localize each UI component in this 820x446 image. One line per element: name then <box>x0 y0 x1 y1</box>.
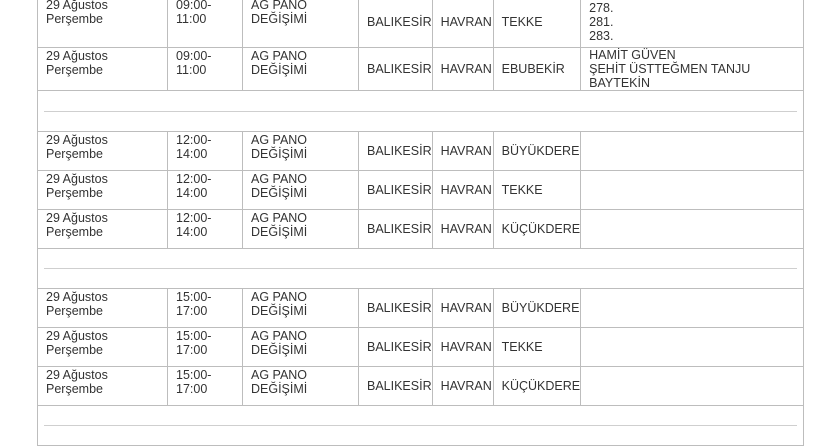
district-cell: HAVRAN <box>432 48 493 91</box>
outage-table-body <box>38 0 804 446</box>
neighborhood-cell: BÜYÜKDERE <box>493 132 581 171</box>
work-cell <box>243 289 359 328</box>
time-text: 15:00- <box>176 329 212 343</box>
time-text: 17:00 <box>176 382 208 396</box>
table-row <box>38 367 804 406</box>
work-cell <box>243 328 359 367</box>
work-type-text: DEĞİŞİMİ <box>251 147 308 161</box>
district-cell: HAVRAN <box>432 0 493 48</box>
district-cell: HAVRAN <box>432 289 493 328</box>
separator-line <box>44 268 797 269</box>
date-text: 29 Ağustos <box>46 172 108 186</box>
street-text: 281. <box>589 15 614 29</box>
time-text: 11:00 <box>176 12 207 26</box>
city-cell: BALIKESİR <box>359 328 433 367</box>
city-cell: BALIKESİR <box>359 289 433 328</box>
date-cell <box>38 0 168 48</box>
city-cell: BALIKESİR <box>359 0 433 48</box>
streets-cell <box>581 48 804 91</box>
neighborhood-cell: EBUBEKİR <box>493 48 581 91</box>
district-cell: HAVRAN <box>432 171 493 210</box>
date-text: Perşembe <box>46 382 103 396</box>
time-cell <box>168 367 243 406</box>
table-row <box>38 0 804 48</box>
neighborhood-cell: TEKKE <box>493 0 581 48</box>
time-cell <box>168 328 243 367</box>
city-cell: BALIKESİR <box>359 48 433 91</box>
district-cell: HAVRAN <box>432 328 493 367</box>
neighborhood-cell: KÜÇÜKDERE <box>493 210 581 249</box>
time-cell <box>168 210 243 249</box>
work-cell <box>243 171 359 210</box>
time-text: 14:00 <box>176 147 208 161</box>
group-separator-cell <box>38 249 804 289</box>
city-cell: BALIKESİR <box>359 132 433 171</box>
time-cell <box>168 0 243 48</box>
work-type-text: AG PANO <box>251 133 308 147</box>
date-cell <box>38 132 168 171</box>
streets-cell <box>581 289 804 328</box>
street-text: HAMİT GÜVEN <box>589 48 676 62</box>
table-row <box>38 132 804 171</box>
work-type-text: AG PANO <box>251 290 308 304</box>
time-cell <box>168 171 243 210</box>
date-cell <box>38 289 168 328</box>
date-cell <box>38 328 168 367</box>
work-cell <box>243 210 359 249</box>
streets-cell <box>581 210 804 249</box>
work-type-text: DEĞİŞİMİ <box>251 304 308 318</box>
streets-cell <box>581 132 804 171</box>
table-row <box>38 289 804 328</box>
work-cell <box>243 367 359 406</box>
separator-line <box>44 425 797 426</box>
date-text: 29 Ağustos <box>46 49 108 63</box>
neighborhood-cell: KÜÇÜKDERE <box>493 367 581 406</box>
work-type-text: AG PANO <box>251 0 308 12</box>
date-text: 29 Ağustos <box>46 211 108 225</box>
time-cell <box>168 132 243 171</box>
district-cell: HAVRAN <box>432 367 493 406</box>
city-cell: BALIKESİR <box>359 171 433 210</box>
date-text: Perşembe <box>46 304 103 318</box>
work-cell <box>243 132 359 171</box>
street-text: 283. <box>589 29 614 43</box>
date-cell <box>38 210 168 249</box>
date-text: 29 Ağustos <box>46 133 108 147</box>
district-cell: HAVRAN <box>432 210 493 249</box>
time-text: 15:00- <box>176 290 212 304</box>
date-text: Perşembe <box>46 12 103 26</box>
city-cell: BALIKESİR <box>359 210 433 249</box>
work-type-text: AG PANO <box>251 368 308 382</box>
time-text: 17:00 <box>176 304 208 318</box>
time-cell <box>168 48 243 91</box>
time-text: 09:00- <box>176 0 212 12</box>
table-row <box>38 328 804 367</box>
group-separator-row <box>38 249 804 289</box>
work-type-text: DEĞİŞİMİ <box>251 382 308 396</box>
date-text: 29 Ağustos <box>46 290 108 304</box>
time-text: 14:00 <box>176 186 208 200</box>
time-text: 14:00 <box>176 225 208 239</box>
work-type-text: AG PANO <box>251 49 308 63</box>
work-type-text: AG PANO <box>251 172 308 186</box>
work-type-text: DEĞİŞİMİ <box>251 12 308 26</box>
date-cell <box>38 367 168 406</box>
city-cell: BALIKESİR <box>359 367 433 406</box>
streets-cell <box>581 171 804 210</box>
work-cell <box>243 48 359 91</box>
neighborhood-cell: TEKKE <box>493 171 581 210</box>
date-text: 29 Ağustos <box>46 0 108 12</box>
time-text: 17:00 <box>176 343 208 357</box>
work-type-text: DEĞİŞİMİ <box>251 343 308 357</box>
work-type-text: AG PANO <box>251 211 308 225</box>
streets-cell <box>581 0 804 48</box>
work-type-text: AG PANO <box>251 329 308 343</box>
street-text: BAYTEKİN <box>589 76 651 90</box>
work-type-text: DEĞİŞİMİ <box>251 186 308 200</box>
time-text: 12:00- <box>176 133 212 147</box>
time-text: 12:00- <box>176 172 212 186</box>
table-row <box>38 48 804 91</box>
date-text: Perşembe <box>46 343 103 357</box>
neighborhood-cell: TEKKE <box>493 328 581 367</box>
time-text: 09:00- <box>176 49 212 63</box>
streets-cell <box>581 328 804 367</box>
time-text: 15:00- <box>176 368 212 382</box>
date-cell <box>38 48 168 91</box>
street-text: ŞEHİT ÜSTTEĞMEN TANJU <box>589 62 751 76</box>
date-text: Perşembe <box>46 63 103 77</box>
streets-cell <box>581 367 804 406</box>
date-text: 29 Ağustos <box>46 329 108 343</box>
separator-line <box>44 111 797 112</box>
date-text: Perşembe <box>46 147 103 161</box>
work-cell <box>243 0 359 48</box>
table-row <box>38 210 804 249</box>
neighborhood-cell: BÜYÜKDERE <box>493 289 581 328</box>
street-text: 278. <box>589 1 614 15</box>
district-cell: HAVRAN <box>432 132 493 171</box>
date-cell <box>38 171 168 210</box>
group-separator-row <box>38 91 804 132</box>
date-text: Perşembe <box>46 225 103 239</box>
work-type-text: DEĞİŞİMİ <box>251 63 308 77</box>
date-text: Perşembe <box>46 186 103 200</box>
time-cell <box>168 289 243 328</box>
group-separator-cell <box>38 91 804 132</box>
group-separator-cell <box>38 406 804 446</box>
work-type-text: DEĞİŞİMİ <box>251 225 308 239</box>
date-text: 29 Ağustos <box>46 368 108 382</box>
time-text: 12:00- <box>176 211 212 225</box>
group-separator-row <box>38 406 804 446</box>
outage-table <box>37 0 804 446</box>
table-row <box>38 171 804 210</box>
time-text: 11:00 <box>176 63 207 77</box>
